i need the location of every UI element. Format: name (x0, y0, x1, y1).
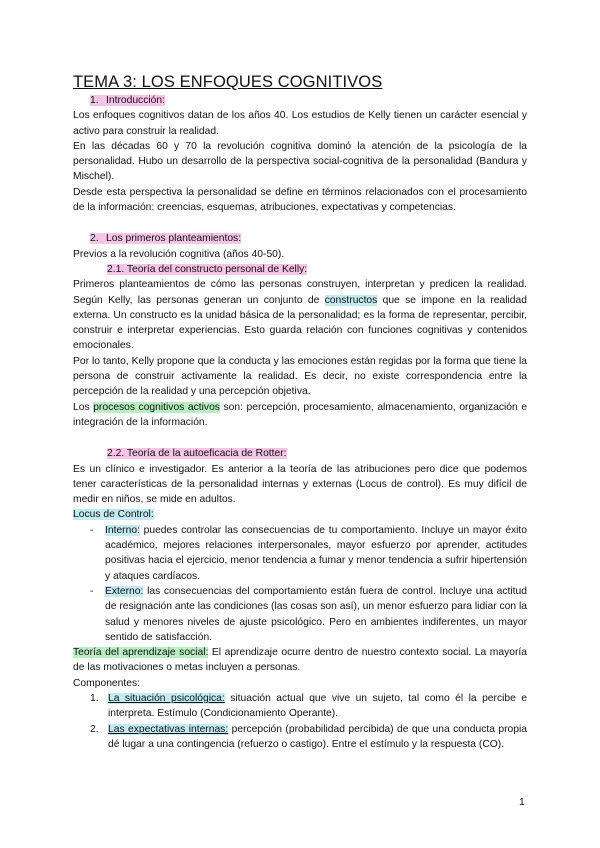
document-body (73, 72, 527, 752)
components-list (73, 691, 527, 752)
section-2-intro: Previos a la revolución cognitiva (años 40-50). (73, 248, 285, 260)
subsection-2-2-heading (107, 446, 527, 461)
section-2-title: Los primeros planteamientos: (106, 233, 242, 245)
list-item: 2. Las expectativas internas: percepción (probabilidad percibida) de que una conducta propia dé lugar a una contingencia (refuerzo o castigo). Entre el estímulo y la respuesta (CO). (90, 723, 527, 750)
section-1-heading (90, 93, 527, 108)
intro-paragraph-3: Desde esta perspectiva la personalidad se define en términos relacionados con el procesamiento de la información: creencias, esquemas, atribuciones, expectativas y competencias. (73, 186, 527, 214)
section-2-heading (90, 231, 527, 246)
section-1-title: Introducción: (106, 95, 165, 106)
constructos-highlight: constructos (324, 294, 378, 306)
document-title: TEMA 3: LOS ENFOQUES COGNITIVOS (73, 73, 383, 91)
externo-term: Externo: (105, 585, 144, 597)
section-1-number: 1. (90, 95, 99, 106)
locus-label: Locus de Control: (73, 509, 154, 521)
kelly-paragraph-3: Los procesos cognitivos activos son: percepción, procesamiento, almacenamiento, organización e integración de la información. (73, 401, 528, 428)
expectativas-term: Las expectativas internas: (108, 723, 229, 735)
procesos-highlight: procesos cognitivos activos (93, 401, 220, 413)
social-learning-paragraph: Teoría del aprendizaje social: El aprendizaje ocurre dentro de nuestro contexto social. La mayoría de las motivaciones o metas incluyen a personas. (73, 647, 527, 674)
interno-term: Interno: (105, 524, 140, 536)
subsection-2-1-title: 2.1. Teoría del constructo personal de Kelly: (107, 263, 308, 275)
intro-paragraph-2: En las décadas 60 y 70 la revolución cognitiva dominó la atención de la psicología de la personalidad. Hubo un desarrollo de la perspectiva social-cognitiva de la personalidad (Bandura y Mischel). (73, 140, 527, 183)
rotter-paragraph-1: Es un clínico e investigador. Es anterior a la teoría de las atribuciones pero dice que podemos tener características de la personalidad internas y externas (Locus de control). Es muy difícil de medir en niños, se mide en adultos. (73, 463, 527, 506)
subsection-2-2-title: 2.2. Teoría de la autoeficacia de Rotter: (107, 448, 287, 460)
list-item: - Externo: las consecuencias del comportamiento están fuera de control. Incluye una actitud de resignación ante las condiciones (las cosas son así), un menor esfuerzo para lidiar con la salud y menores niveles de ajuste psicológico. Pero en ambientes indiferentes, un mayor sentido de satisfacción. (90, 585, 527, 643)
kelly-paragraph-2: Por lo tanto, Kelly propone que la conducta y las emociones están regidas por la forma que tiene la persona de construir activamente la realidad. Es decir, no existe correspondencia entre la percepción de la realidad y una percepción objetiva. (73, 355, 527, 398)
kelly-paragraph-1: Primeros planteamientos de cómo las personas construyen, interpretan y predicen la realidad. Según Kelly, las personas generan un conjunto de constructos que se impone en la realidad externa. Un constructo es la unidad básica de la personalidad; es la forma de representar, percibir, construir e interpretar experiencias. Esto guarda relación con funciones cognitivas y contenidos emocionales. (73, 279, 527, 352)
section-2-number: 2. (90, 233, 99, 245)
subsection-2-1-heading (107, 262, 527, 277)
situacion-term: La situación psicológica: (108, 692, 225, 704)
list-item: - Interno: puedes controlar las consecuencias de tu comportamiento. Incluye un mayor éxito académico, mejores relaciones interpersonales, mayor esfuerzo por aprender, actitudes positivas hacia el ejercicio, menor tendencia a fumar y menor tendencia a sufrir hipertensión y ataques cardíacos. (90, 524, 527, 582)
social-learning-highlight: Teoría del aprendizaje social: (73, 647, 209, 659)
page-number: 1 (519, 797, 525, 808)
intro-paragraph-1: Los enfoques cognitivos datan de los años 40. Los estudios de Kelly tienen un carácter esencial y activo para construir la realidad. (73, 110, 527, 137)
list-item: 1. La situación psicológica: situación actual que vive un sujeto, tal como él la percibe e interpreta. Estímulo (Condicionamiento Operante). (90, 692, 528, 720)
componentes-label: Componentes: (73, 677, 140, 689)
locus-list (73, 523, 527, 645)
